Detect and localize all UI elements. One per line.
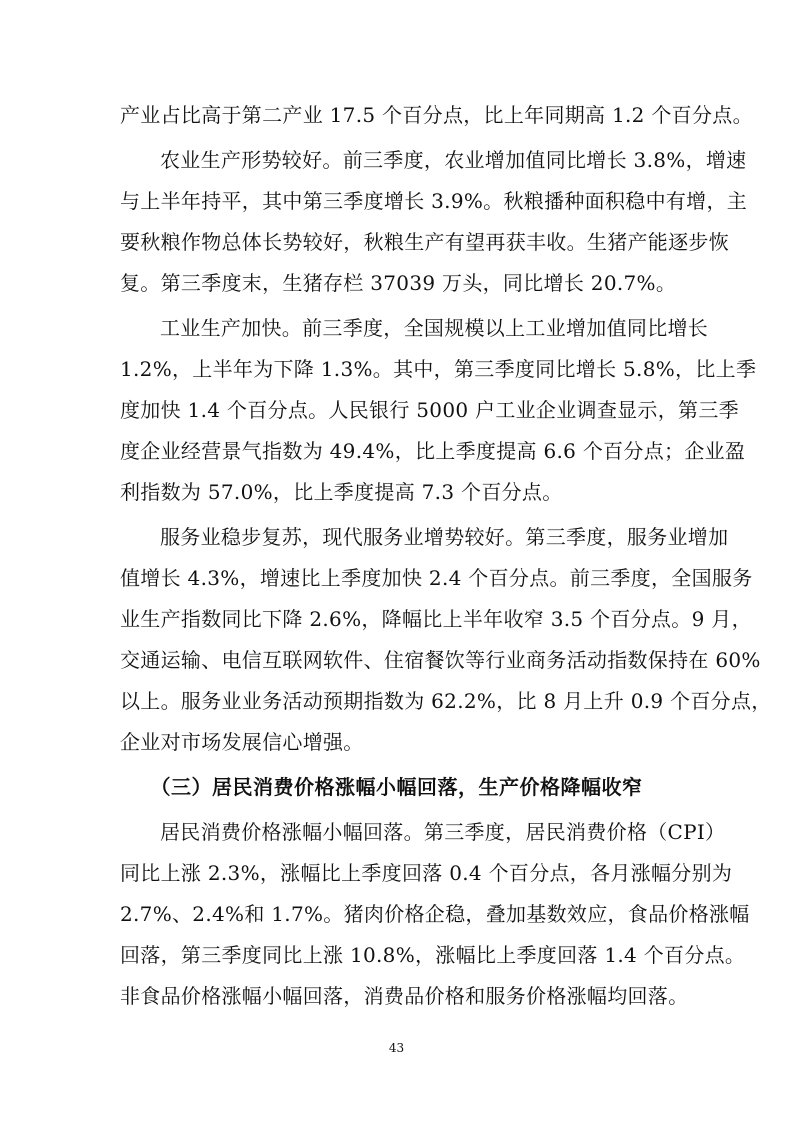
paragraph-line: 工业生产加快。前三季度，全国规模以上工业增加值同比增长 <box>160 316 709 340</box>
paragraph-line: 利指数为 57.0%，比上季度提高 7.3 个百分点。 <box>120 480 563 504</box>
paragraph-line: 业生产指数同比下降 2.6%，降幅比上半年收窄 3.5 个百分点。9 月， <box>120 607 752 631</box>
paragraph-line: 度企业经营景气指数为 49.4%，比上季度提高 6.6 个百分点；企业盈 <box>120 439 746 463</box>
paragraph-line: 度加快 1.4 个百分点。人民银行 5000 户工业企业调查显示，第三季 <box>120 398 739 422</box>
paragraph-line: 企业对市场发展信心增强。 <box>120 730 364 754</box>
paragraph-line: 服务业稳步复苏，现代服务业增势较好。第三季度，服务业增加 <box>160 525 729 549</box>
paragraph-line: 同比上涨 2.3%，涨幅比上季度回落 0.4 个百分点，各月涨幅分别为 <box>120 861 733 885</box>
paragraph-line: 居民消费价格涨幅小幅回落。第三季度，居民消费价格（CPI） <box>160 820 726 844</box>
paragraph-line: 非食品价格涨幅小幅回落，消费品价格和服务价格涨幅均回落。 <box>120 984 689 1008</box>
paragraph-line: 交通运输、电信互联网软件、住宿餐饮等行业商务活动指数保持在 60% <box>120 648 761 672</box>
paragraph-line: 要秋粮作物总体长势较好，秋粮生产有望再获丰收。生猪产能逐步恢 <box>120 230 729 254</box>
paragraph-line: 复。第三季度末，生猪存栏 37039 万头，同比增长 20.7%。 <box>120 271 677 295</box>
paragraph-line: 产业占比高于第二产业 17.5 个百分点，比上年同期高 1.2 个百分点。 <box>120 103 753 127</box>
paragraph-line: 值增长 4.3%，增速比上季度加快 2.4 个百分点。前三季度，全国服务 <box>120 566 753 590</box>
paragraph-line: 1.2%，上半年为下降 1.3%。其中，第三季度同比增长 5.8%，比上季 <box>120 357 757 381</box>
paragraph-line: 回落，第三季度同比上涨 10.8%，涨幅比上季度回落 1.4 个百分点。 <box>120 943 746 967</box>
paragraph-line: 农业生产形势较好。前三季度，农业增加值同比增长 3.8%，增速 <box>160 148 747 172</box>
page-number: 43 <box>388 1041 405 1055</box>
section-heading: （三）居民消费价格涨幅小幅回落，生产价格降幅收窄 <box>150 775 643 799</box>
paragraph-line: 与上半年持平，其中第三季度增长 3.9%。秋粮播种面积稳中有增，主 <box>120 189 748 213</box>
paragraph-line: 以上。服务业业务活动预期指数为 62.2%，比 8 月上升 0.9 个百分点， <box>120 689 772 713</box>
paragraph-line: 2.7%、2.4%和 1.7%。猪肉价格企稳，叠加基数效应，食品价格涨幅 <box>120 902 750 926</box>
